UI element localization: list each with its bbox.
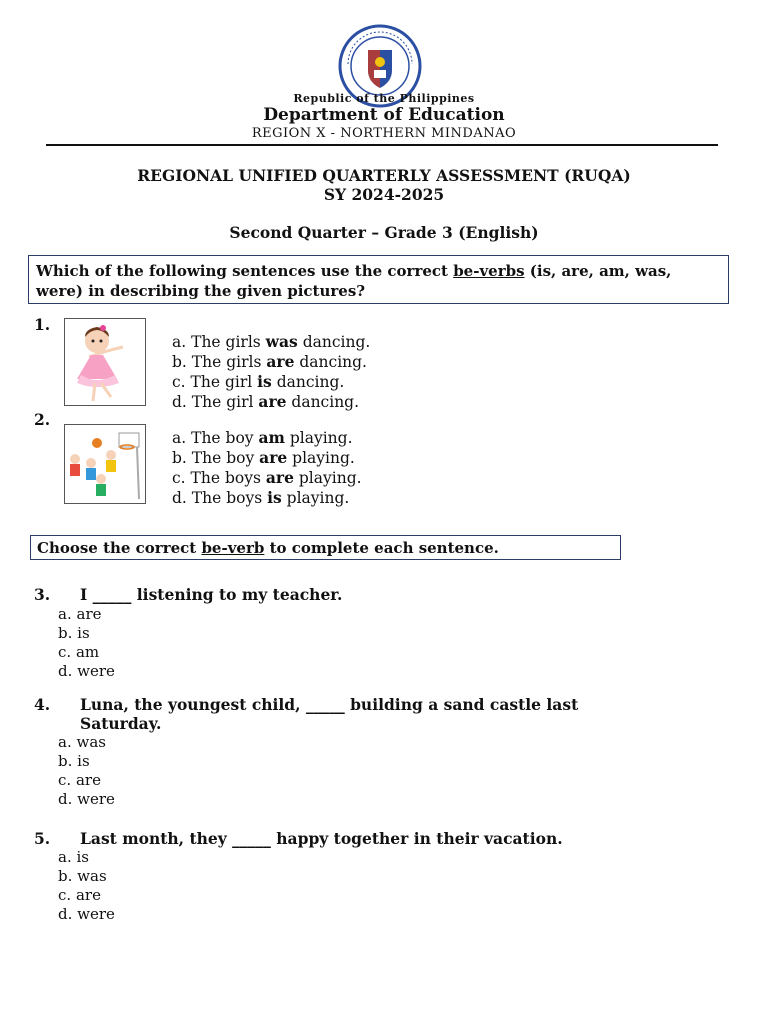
question4-number: 4. (34, 695, 51, 714)
item1-option-b[interactable]: b. The girls are dancing. (172, 352, 367, 371)
question4-options (58, 733, 115, 809)
question4-option-d[interactable]: d. were (58, 790, 115, 808)
question5-number: 5. (34, 829, 51, 848)
question3-option-d[interactable]: d. were (58, 662, 115, 680)
question3-options (58, 605, 115, 681)
quarter-subtitle: Second Quarter – Grade 3 (English) (229, 223, 539, 242)
section1-instruction-box (28, 255, 729, 304)
school-year: SY 2024-2025 (323, 185, 445, 204)
item1-option-c[interactable]: c. The girl is dancing. (172, 372, 345, 391)
section1-instruction-post: (is, are, am, was, were) in describing the given pictures? (36, 262, 672, 300)
item2-option-c[interactable]: c. The boys are playing. (172, 468, 362, 487)
header-divider (46, 144, 718, 146)
item1-options (172, 332, 370, 412)
item1-number: 1. (34, 315, 51, 334)
question4-text: Luna, the youngest child, _____ building a sand castle last (80, 695, 579, 714)
question3-option-c[interactable]: c. am (58, 643, 100, 661)
item2-option-d[interactable]: d. The boys is playing. (172, 488, 350, 507)
question3-option-a[interactable]: a. are (58, 605, 102, 623)
section2-instruction-pre: Choose the correct (37, 539, 202, 557)
question5-option-d[interactable]: d. were (58, 905, 115, 923)
question4-text-line2: Saturday. (80, 714, 162, 733)
question3-number: 3. (34, 585, 51, 604)
question4-option-b[interactable]: b. is (58, 752, 90, 770)
ballerina-girl-picture (64, 318, 146, 406)
question3-option-b[interactable]: b. is (58, 624, 90, 642)
item2-number: 2. (34, 410, 51, 429)
item2-options (172, 428, 362, 508)
section1-instruction-underlined: be-verbs (453, 262, 525, 280)
region-heading: REGION X - NORTHERN MINDANAO (251, 126, 517, 141)
item1-option-a[interactable]: a. The girls was dancing. (172, 332, 371, 351)
section2-instruction-underlined: be-verb (201, 539, 265, 557)
assessment-title: REGIONAL UNIFIED QUARTERLY ASSESSMENT (RUQA) (137, 166, 631, 185)
section2-instruction-post: to complete each sentence. (264, 539, 499, 557)
department-heading: Department of Education (263, 105, 505, 125)
item1-option-d[interactable]: d. The girl are dancing. (172, 392, 360, 411)
section2-instruction-box (30, 535, 621, 560)
question5-options (58, 848, 115, 924)
kids-basketball-picture (64, 424, 146, 504)
question3-text: I _____ listening to my teacher. (80, 585, 343, 604)
question5-text: Last month, they _____ happy together in their vacation. (80, 829, 563, 848)
republic-heading: Republic of the Philippines (293, 92, 475, 105)
item2-option-b[interactable]: b. The boy are playing. (172, 448, 355, 467)
question5-option-b[interactable]: b. was (58, 867, 107, 885)
item2-option-a[interactable]: a. The boy am playing. (172, 428, 353, 447)
section1-instruction-pre: Which of the following sentences use the correct (36, 262, 454, 280)
question4-option-a[interactable]: a. was (58, 733, 106, 751)
question5-option-a[interactable]: a. is (58, 848, 89, 866)
question4-option-c[interactable]: c. are (58, 771, 101, 789)
question5-option-c[interactable]: c. are (58, 886, 101, 904)
